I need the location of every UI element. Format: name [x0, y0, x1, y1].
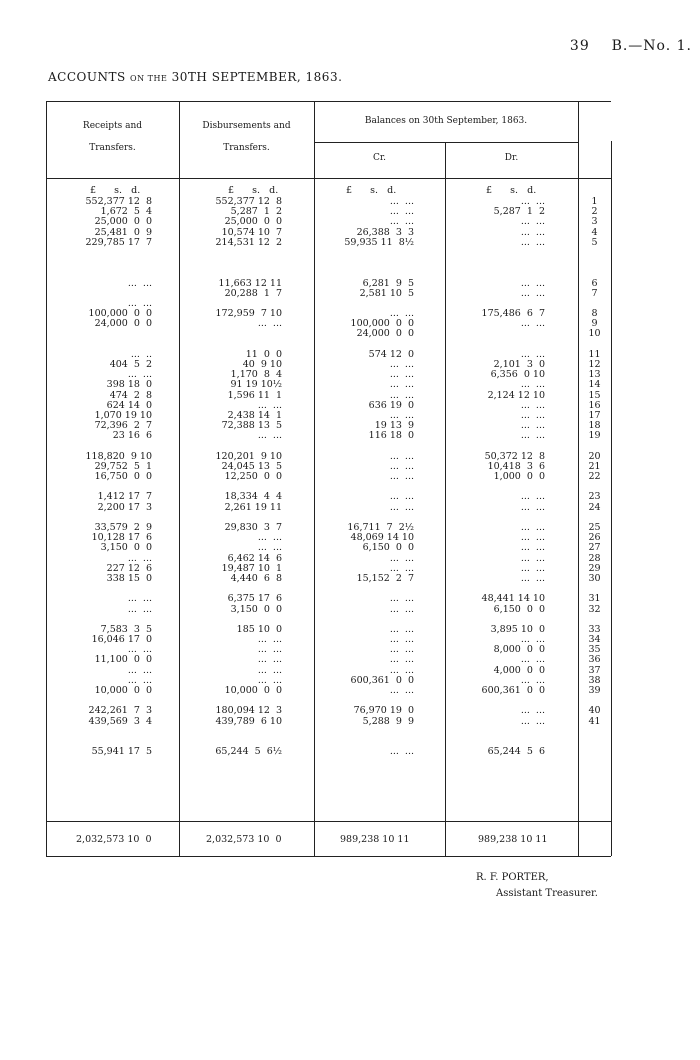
dr-row-18: 6,356 0 10 — [490, 369, 545, 381]
line_numbers-row-6 — [578, 248, 611, 258]
receipts-header: Receipts and Transfers. — [82, 121, 143, 153]
dr-row-7 — [445, 258, 545, 268]
dr-header: Dr. — [504, 153, 519, 163]
disbursements-row-44: ... ... — [257, 634, 282, 646]
line_numbers-row-24: 19 — [588, 430, 601, 442]
dr-row-44: ... ... — [520, 634, 545, 646]
dr-row-55: 65,244 5 6 — [487, 746, 545, 758]
cr-row-35: 6,150 0 0 — [362, 542, 414, 554]
cr-row-30: ... ... — [389, 491, 414, 503]
disbursements-row-43: 185 10 0 — [236, 623, 282, 635]
cr-row-52: 5,288 9 9 — [362, 715, 414, 727]
disbursements-header: Disbursements and Transfers. — [202, 121, 291, 153]
disbursements-row-45: ... ... — [257, 644, 282, 656]
receipts-row-14 — [46, 329, 152, 339]
disbursements-row-37: 19,487 10 1 — [221, 562, 282, 574]
dr-row-24: ... ... — [520, 430, 545, 442]
line_numbers-row-47: 37 — [588, 664, 601, 676]
dr-row-1: ... ... — [520, 196, 545, 207]
balances-header: Balances on 30th September, 1863. — [364, 116, 528, 126]
header-rule — [46, 178, 611, 179]
receipts-row-33: 33,579 2 9 — [94, 522, 152, 533]
receipts-row-23: 72,396 2 7 — [94, 420, 152, 432]
receipts-row-43: 7,583 3 5 — [100, 623, 152, 635]
cr-row-37: ... ... — [389, 562, 414, 574]
receipts-row-44: 16,046 17 0 — [91, 634, 152, 646]
receipts-total: 2,032,573 10 0 — [76, 834, 152, 845]
disbursements-row-21: ... ... — [257, 399, 282, 411]
disbursements-row-3: 25,000 0 0 — [224, 216, 282, 228]
receipts-row-34: 10,128 17 6 — [91, 532, 152, 544]
receipts-row-8 — [46, 268, 152, 278]
cr-row-18: ... ... — [389, 369, 414, 381]
receipts-row-2: 1,672 5 4 — [100, 206, 152, 218]
line_numbers-row-34: 26 — [588, 532, 601, 544]
disbursements-row-36: 6,462 14 6 — [227, 552, 282, 564]
dr-row-22: ... ... — [520, 409, 545, 421]
dr-row-36: ... ... — [520, 552, 545, 564]
receipts-row-41: ... ... — [127, 603, 152, 615]
line_numbers-row-26: 20 — [588, 450, 601, 462]
cr-row-24: 116 18 0 — [368, 430, 414, 442]
dr-row-16: ... ... — [520, 348, 545, 360]
line-number-column — [578, 197, 611, 757]
line_numbers-row-7 — [578, 258, 611, 268]
line_numbers-row-19: 14 — [588, 379, 601, 391]
disbursements-row-7 — [179, 258, 282, 268]
line_numbers-row-49: 39 — [588, 685, 601, 696]
disbursements-row-10: 20,288 1 7 — [224, 287, 282, 299]
receipts-row-36: ... ... — [127, 552, 152, 564]
cr-row-12: ... ... — [389, 308, 414, 320]
cr-row-4: 26,388 3 3 — [356, 226, 414, 238]
line_numbers-row-16: 11 — [588, 348, 601, 360]
line_numbers-row-13: 9 — [591, 318, 598, 330]
disbursements-row-13: ... ... — [257, 318, 282, 330]
line_numbers-row-30: 23 — [588, 491, 601, 503]
dr-row-10: ... ... — [520, 287, 545, 299]
dr-row-19: ... ... — [520, 379, 545, 391]
line_numbers-row-9: 6 — [591, 277, 598, 289]
line_numbers-row-45: 35 — [588, 644, 601, 656]
disbursements-row-24: ... ... — [257, 430, 282, 442]
disbursements-row-30: 18,334 4 4 — [224, 491, 282, 503]
line_numbers-row-53 — [578, 727, 611, 737]
accounts-table — [46, 101, 611, 856]
dr-row-2: 5,287 1 2 — [493, 206, 545, 218]
line_numbers-row-23: 18 — [588, 420, 601, 432]
dr-row-48: ... ... — [520, 674, 545, 686]
cr-row-48: 600,361 0 0 — [350, 674, 414, 686]
cr-row-41: ... ... — [389, 603, 414, 615]
line_numbers-row-14: 10 — [588, 328, 601, 340]
line_numbers-row-41: 32 — [588, 603, 601, 615]
dr-row-4: ... ... — [520, 226, 545, 238]
disbursements-row-2: 5,287 1 2 — [230, 206, 282, 218]
cr-row-16: 574 12 0 — [368, 348, 414, 360]
cr-row-23: 19 13 9 — [374, 420, 414, 432]
line_numbers-row-43: 33 — [588, 623, 601, 635]
table-border-bottom — [46, 856, 611, 857]
cr-row-13: 100,000 0 0 — [350, 318, 414, 330]
receipts-row-22: 1,070 19 10 — [94, 409, 152, 421]
disbursements-row-51: 180,094 12 3 — [215, 705, 282, 717]
totals-rule — [46, 821, 611, 822]
dr-row-20: 2,124 12 10 — [487, 389, 545, 401]
dr-row-12: 175,486 6 7 — [481, 308, 545, 320]
cr-row-20: ... ... — [389, 389, 414, 401]
cr-row-27: ... ... — [389, 460, 414, 472]
line_numbers-row-10: 7 — [591, 287, 598, 299]
dr-row-53 — [445, 727, 545, 737]
receipts-row-3: 25,000 0 0 — [94, 216, 152, 228]
receipts-row-17: 404 5 2 — [109, 359, 152, 370]
receipts-row-53 — [46, 727, 152, 737]
line_numbers-row-12: 8 — [591, 308, 598, 320]
line_numbers-row-44: 34 — [588, 634, 601, 646]
disbursements-row-1: 552,377 12 8 — [215, 196, 282, 207]
line_numbers-row-28: 22 — [588, 471, 601, 483]
signatory-name: R. F. PORTER, — [476, 872, 549, 883]
disbursements-row-33: 29,830 3 7 — [224, 522, 282, 533]
line_numbers-row-52: 41 — [588, 715, 601, 727]
dr-row-8 — [445, 268, 545, 278]
receipts-row-40: ... ... — [127, 593, 152, 605]
receipts-row-28: 16,750 0 0 — [94, 471, 152, 483]
receipts-row-51: 242,261 7 3 — [88, 705, 152, 717]
receipts-row-18: ... ... — [127, 369, 152, 381]
receipts-row-9: ... ... — [127, 277, 152, 289]
cr-header: Cr. — [372, 153, 387, 163]
disbursements-row-49: 10,000 0 0 — [224, 685, 282, 696]
dr-row-40: 48,441 14 10 — [481, 593, 545, 605]
disbursements-row-38: 4,440 6 8 — [230, 572, 282, 584]
dr-row-43: 3,895 10 0 — [490, 623, 545, 635]
line_numbers-row-38: 30 — [588, 572, 601, 584]
cr-row-51: 76,970 19 0 — [353, 705, 414, 717]
receipts-row-31: 2,200 17 3 — [97, 501, 152, 513]
cr-row-44: ... ... — [389, 634, 414, 646]
page-ref — [570, 38, 692, 54]
receipts-row-45: ... ... — [127, 644, 152, 656]
receipts-row-55: 55,941 17 5 — [91, 746, 152, 758]
receipts-row-21: 624 14 0 — [106, 399, 152, 411]
cr-row-14: 24,000 0 0 — [356, 328, 414, 340]
line_numbers-row-3: 3 — [591, 216, 598, 228]
dr-total: 989,238 10 11 — [478, 834, 548, 845]
document-reference: B.—No. 1. — [611, 38, 692, 54]
disbursements-row-53 — [179, 727, 282, 737]
receipts-column — [46, 197, 152, 757]
line_numbers-row-36: 28 — [588, 552, 601, 564]
dr-units: £ s. d. — [486, 185, 537, 196]
cr-row-7 — [314, 258, 414, 268]
cr-row-49: ... ... — [389, 685, 414, 696]
cr-row-19: ... ... — [389, 379, 414, 391]
receipts-row-49: 10,000 0 0 — [94, 685, 152, 696]
cr-row-40: ... ... — [389, 593, 414, 605]
line_numbers-row-21: 16 — [588, 399, 601, 411]
disbursements-row-55: 65,244 5 6½ — [215, 746, 282, 758]
disbursements-row-31: 2,261 19 11 — [224, 501, 282, 513]
receipts-row-35: 3,150 0 0 — [100, 542, 152, 554]
dr-row-28: 1,000 0 0 — [493, 471, 545, 483]
dr-row-5: ... ... — [520, 236, 545, 248]
disbursements-row-8 — [179, 268, 282, 278]
disbursements-row-46: ... ... — [257, 654, 282, 666]
disbursements-row-22: 2,438 14 1 — [227, 409, 282, 421]
disbursements-row-19: 91 19 10½ — [230, 379, 282, 391]
cr-row-22: ... ... — [389, 409, 414, 421]
disbursements-row-16: 11 0 0 — [245, 348, 282, 360]
dr-row-17: 2,101 3 0 — [493, 359, 545, 370]
dr-row-51: ... ... — [520, 705, 545, 717]
disbursements-row-40: 6,375 17 6 — [227, 593, 282, 605]
cr-row-10: 2,581 10 5 — [359, 287, 414, 299]
receipts-row-48: ... ... — [127, 674, 152, 686]
line_numbers-row-48: 38 — [588, 674, 601, 686]
disbursements-row-35: ... ... — [257, 542, 282, 554]
disbursements-row-9: 11,663 12 11 — [218, 277, 282, 289]
disbursements-row-41: 3,150 0 0 — [230, 603, 282, 615]
cr-row-28: ... ... — [389, 471, 414, 483]
disbursements-row-5: 214,531 12 2 — [215, 236, 282, 248]
dr-row-27: 10,418 3 6 — [487, 460, 545, 472]
line_numbers-row-37: 29 — [588, 562, 601, 574]
dr-row-21: ... ... — [520, 399, 545, 411]
signatory-title: Assistant Treasurer. — [496, 888, 598, 899]
receipts-row-6 — [46, 248, 152, 258]
cr-row-55: ... ... — [389, 746, 414, 758]
disbursements-total: 2,032,573 10 0 — [206, 834, 282, 845]
dr-row-35: ... ... — [520, 542, 545, 554]
cr-column — [314, 197, 414, 757]
table-border-top — [46, 101, 611, 102]
dr-row-13: ... ... — [520, 318, 545, 330]
line_numbers-row-17: 12 — [588, 359, 601, 370]
line_numbers-row-33: 25 — [588, 522, 601, 533]
disbursements-units: £ s. d. — [228, 185, 279, 196]
cr-row-34: 48,069 14 10 — [350, 532, 414, 544]
receipts-row-52: 439,569 3 4 — [88, 715, 152, 727]
cr-row-53 — [314, 727, 414, 737]
receipts-row-38: 338 15 0 — [106, 572, 152, 584]
line_numbers-row-22: 17 — [588, 409, 601, 421]
cr-row-33: 16,711 7 2½ — [347, 522, 414, 533]
receipts-row-19: 398 18 0 — [106, 379, 152, 391]
balances-subheader-rule — [314, 142, 578, 143]
receipts-row-5: 229,785 17 7 — [85, 236, 152, 248]
line_numbers-row-31: 24 — [588, 501, 601, 513]
dr-row-3: ... ... — [520, 216, 545, 228]
disbursements-column — [179, 197, 282, 757]
dr-row-45: 8,000 0 0 — [493, 644, 545, 656]
disbursements-row-28: 12,250 0 0 — [224, 471, 282, 483]
cr-units: £ s. d. — [346, 185, 397, 196]
page-number: 39 — [569, 38, 590, 54]
receipts-row-24: 23 16 6 — [112, 430, 152, 442]
cr-row-45: ... ... — [389, 644, 414, 656]
receipts-row-27: 29,752 5 1 — [94, 460, 152, 472]
disbursements-row-26: 120,201 9 10 — [215, 450, 282, 462]
dr-row-41: 6,150 0 0 — [493, 603, 545, 615]
dr-row-46: ... ... — [520, 654, 545, 666]
receipts-row-11: ... ... — [127, 297, 152, 309]
dr-row-14 — [445, 329, 545, 339]
line_numbers-row-55 — [578, 747, 611, 757]
cr-row-38: 15,152 2 7 — [356, 572, 414, 584]
page-title: ACCOUNTS ON THE 30TH SEPTEMBER, 1863. — [48, 70, 343, 84]
cr-row-21: 636 19 0 — [368, 399, 414, 411]
cr-row-26: ... ... — [389, 450, 414, 462]
dr-row-49: 600,361 0 0 — [481, 685, 545, 696]
disbursements-row-47: ... ... — [257, 664, 282, 676]
dr-row-31: ... ... — [520, 501, 545, 513]
dr-column — [445, 197, 545, 757]
line_numbers-row-35: 27 — [588, 542, 601, 554]
receipts-row-47: ... ... — [127, 664, 152, 676]
cr-row-17: ... ... — [389, 359, 414, 370]
cr-row-36: ... ... — [389, 552, 414, 564]
line_numbers-row-5: 5 — [591, 236, 598, 248]
receipts-row-20: 474 2 8 — [109, 389, 152, 401]
line_numbers-row-27: 21 — [588, 460, 601, 472]
cr-row-1: ... ... — [389, 196, 414, 207]
receipts-row-7 — [46, 258, 152, 268]
receipts-units: £ s. d. — [90, 185, 141, 196]
line_numbers-row-51: 40 — [588, 705, 601, 717]
receipts-row-12: 100,000 0 0 — [88, 308, 152, 320]
receipts-row-16: ... .. — [130, 348, 152, 360]
disbursements-row-52: 439,789 6 10 — [215, 715, 282, 727]
receipts-row-13: 24,000 0 0 — [94, 318, 152, 330]
receipts-row-1: 552,377 12 8 — [85, 196, 152, 207]
line_numbers-row-1: 1 — [591, 196, 598, 207]
dr-row-37: ... ... — [520, 562, 545, 574]
disbursements-row-34: ... ... — [257, 532, 282, 544]
disbursements-row-6 — [179, 248, 282, 258]
dr-row-38: ... ... — [520, 572, 545, 584]
disbursements-row-4: 10,574 10 7 — [221, 226, 282, 238]
cr-total: 989,238 10 11 — [340, 834, 410, 845]
disbursements-row-27: 24,045 13 5 — [221, 460, 282, 472]
cr-row-31: ... ... — [389, 501, 414, 513]
disbursements-row-12: 172,959 7 10 — [215, 308, 282, 320]
cr-row-8 — [314, 268, 414, 278]
line_numbers-row-8 — [578, 268, 611, 278]
disbursements-row-20: 1,596 11 1 — [227, 389, 282, 401]
cr-row-47: ... ... — [389, 664, 414, 676]
dr-row-26: 50,372 12 8 — [484, 450, 545, 462]
cr-row-2: ... ... — [389, 206, 414, 218]
receipts-row-26: 118,820 9 10 — [85, 450, 152, 462]
dr-row-47: 4,000 0 0 — [493, 664, 545, 676]
receipts-row-46: 11,100 0 0 — [94, 654, 152, 666]
disbursements-row-48: ... ... — [257, 674, 282, 686]
cr-row-6 — [314, 248, 414, 258]
line_numbers-row-54 — [578, 737, 611, 747]
dr-row-34: ... ... — [520, 532, 545, 544]
line_numbers-row-2: 2 — [591, 206, 598, 218]
receipts-row-37: 227 12 6 — [106, 562, 152, 574]
line_numbers-row-40: 31 — [588, 593, 601, 605]
dr-row-33: ... ... — [520, 522, 545, 533]
disbursements-row-14 — [179, 329, 282, 339]
line_numbers-row-20: 15 — [588, 389, 601, 401]
dr-row-30: ... ... — [520, 491, 545, 503]
dr-row-6 — [445, 248, 545, 258]
dr-row-23: ... ... — [520, 420, 545, 432]
cr-row-5: 59,935 11 8½ — [344, 236, 414, 248]
receipts-row-30: 1,412 17 7 — [97, 491, 152, 503]
receipts-row-4: 25,481 0 9 — [94, 226, 152, 238]
disbursements-row-18: 1,170 8 4 — [230, 369, 282, 381]
line_numbers-row-4: 4 — [591, 226, 598, 238]
disbursements-row-23: 72,388 13 5 — [221, 420, 282, 432]
cr-row-46: ... ... — [389, 654, 414, 666]
disbursements-row-17: 40 9 10 — [242, 359, 282, 370]
cr-row-9: 6,281 9 5 — [362, 277, 414, 289]
line_numbers-row-18: 13 — [588, 369, 601, 381]
dr-row-9: ... ... — [520, 277, 545, 289]
cr-row-3: ... ... — [389, 216, 414, 228]
cr-row-43: ... ... — [389, 623, 414, 635]
line_numbers-row-46: 36 — [588, 654, 601, 666]
table-border-right-outer — [611, 141, 612, 856]
dr-row-52: ... ... — [520, 715, 545, 727]
